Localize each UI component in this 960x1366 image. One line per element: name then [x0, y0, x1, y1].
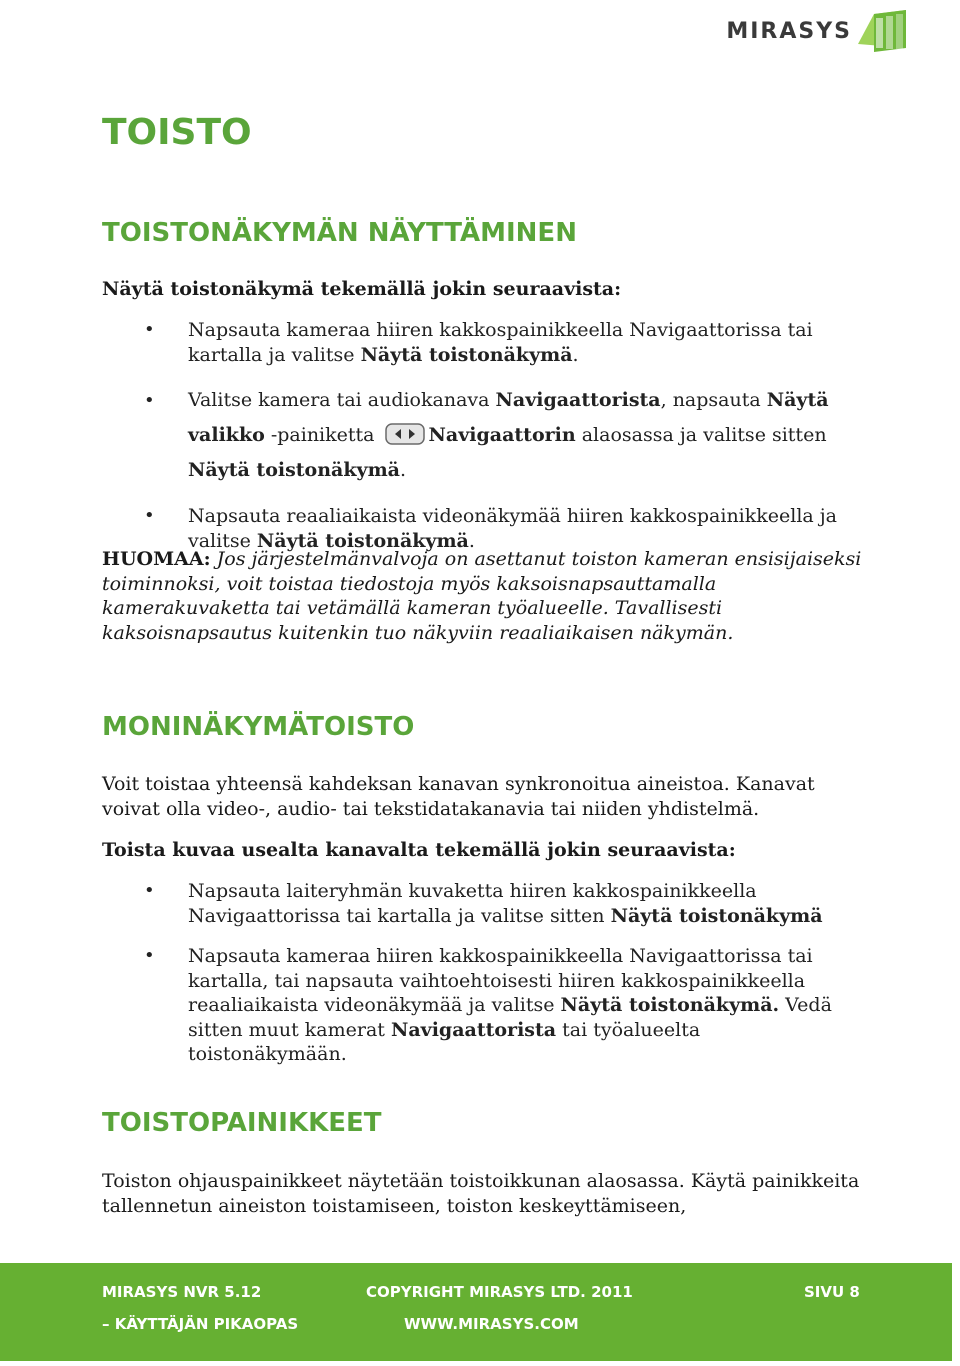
list-item: • Napsauta kameraa hiiren kakkospainikkeella Navigaattorissa tai kartalla ja valitse Näytä toistonäkymä. — [102, 318, 862, 367]
show-menu-button-icon — [385, 423, 425, 445]
section-2-paragraph: Voit toistaa yhteensä kahdeksan kanavan synkronoitua aineistoa. Kanavat voivat olla video-, audio- tai tekstidatakanavia tai niiden yhdistelmä. — [102, 773, 815, 820]
list-item: • Valitse kamera tai audiokanava Navigaattorista, napsauta Näytä valikko -painiketta Navigaattorin alaosassa ja valitse sitten Näytä toistonäkymä. — [102, 383, 862, 488]
section-3-paragraph: Toiston ohjauspainikkeet näytetään toistoikkunan alaosassa. Käytä painikkeita tallennetun aineiston toistamiseen, toiston keskeyttämiseen, — [102, 1170, 860, 1217]
list-item: • Napsauta laiteryhmän kuvaketta hiiren kakkospainikkeella Navigaattorissa tai kartalla ja valitse sitten Näytä toistonäkymä — [102, 879, 862, 928]
section-heading-1: TOISTONÄKYMÄN NÄYTTÄMINEN — [102, 218, 577, 248]
footer-product: MIRASYS NVR 5.12 — [102, 1283, 262, 1301]
note-label: HUOMAA: — [102, 548, 211, 570]
note-paragraph: HUOMAA: Jos järjestelmänvalvoja on asettanut toiston kameran ensisijaiseksi toiminnoksi, voit toistaa tiedostoja myös kaksoisnapsauttamalla kamerakuvaketta tai vetämällä kameran työalueelle. Tavallisesti kaksoisnapsautus kuitenkin tuo näkyviin reaaliaikaisen näkymän. — [102, 548, 862, 644]
section-1-lead: Näytä toistonäkymä tekemällä jokin seuraavista: — [102, 278, 622, 300]
list-item: • Napsauta reaaliaikaista videonäkymää hiiren kakkospainikkeella ja valitse Näytä toistonäkymä. — [102, 504, 862, 553]
section-1-list — [102, 318, 862, 569]
section-2-lead: Toista kuvaa usealta kanavalta tekemällä jokin seuraavista: — [102, 839, 736, 861]
mirasys-logo-icon — [854, 8, 910, 54]
footer-website[interactable]: WWW.MIRASYS.COM — [404, 1315, 579, 1333]
page-title: TOISTO — [102, 112, 252, 153]
footer-guide: – KÄYTTÄJÄN PIKAOPAS — [102, 1315, 299, 1333]
page-footer — [0, 1263, 952, 1361]
section-heading-3: TOISTOPAINIKKEET — [102, 1108, 382, 1138]
mirasys-logo — [726, 8, 910, 54]
section-heading-2: MONINÄKYMÄTOISTO — [102, 712, 415, 742]
section-2-list — [102, 879, 862, 1083]
logo-text: MIRASYS — [726, 18, 852, 44]
list-item: • Napsauta kameraa hiiren kakkospainikkeella Navigaattorissa tai kartalla, tai napsauta vaihtoehtoisesti hiiren kakkospainikkeella reaaliaikaista videonäkymää ja valitse Näytä toistonäkymä. Vedä sitten muut kamerat Navigaattorista tai työalueelta toistonäkymään. — [102, 944, 862, 1067]
footer-copyright: COPYRIGHT MIRASYS LTD. 2011 — [366, 1283, 633, 1301]
footer-page-number: SIVU 8 — [804, 1283, 860, 1301]
